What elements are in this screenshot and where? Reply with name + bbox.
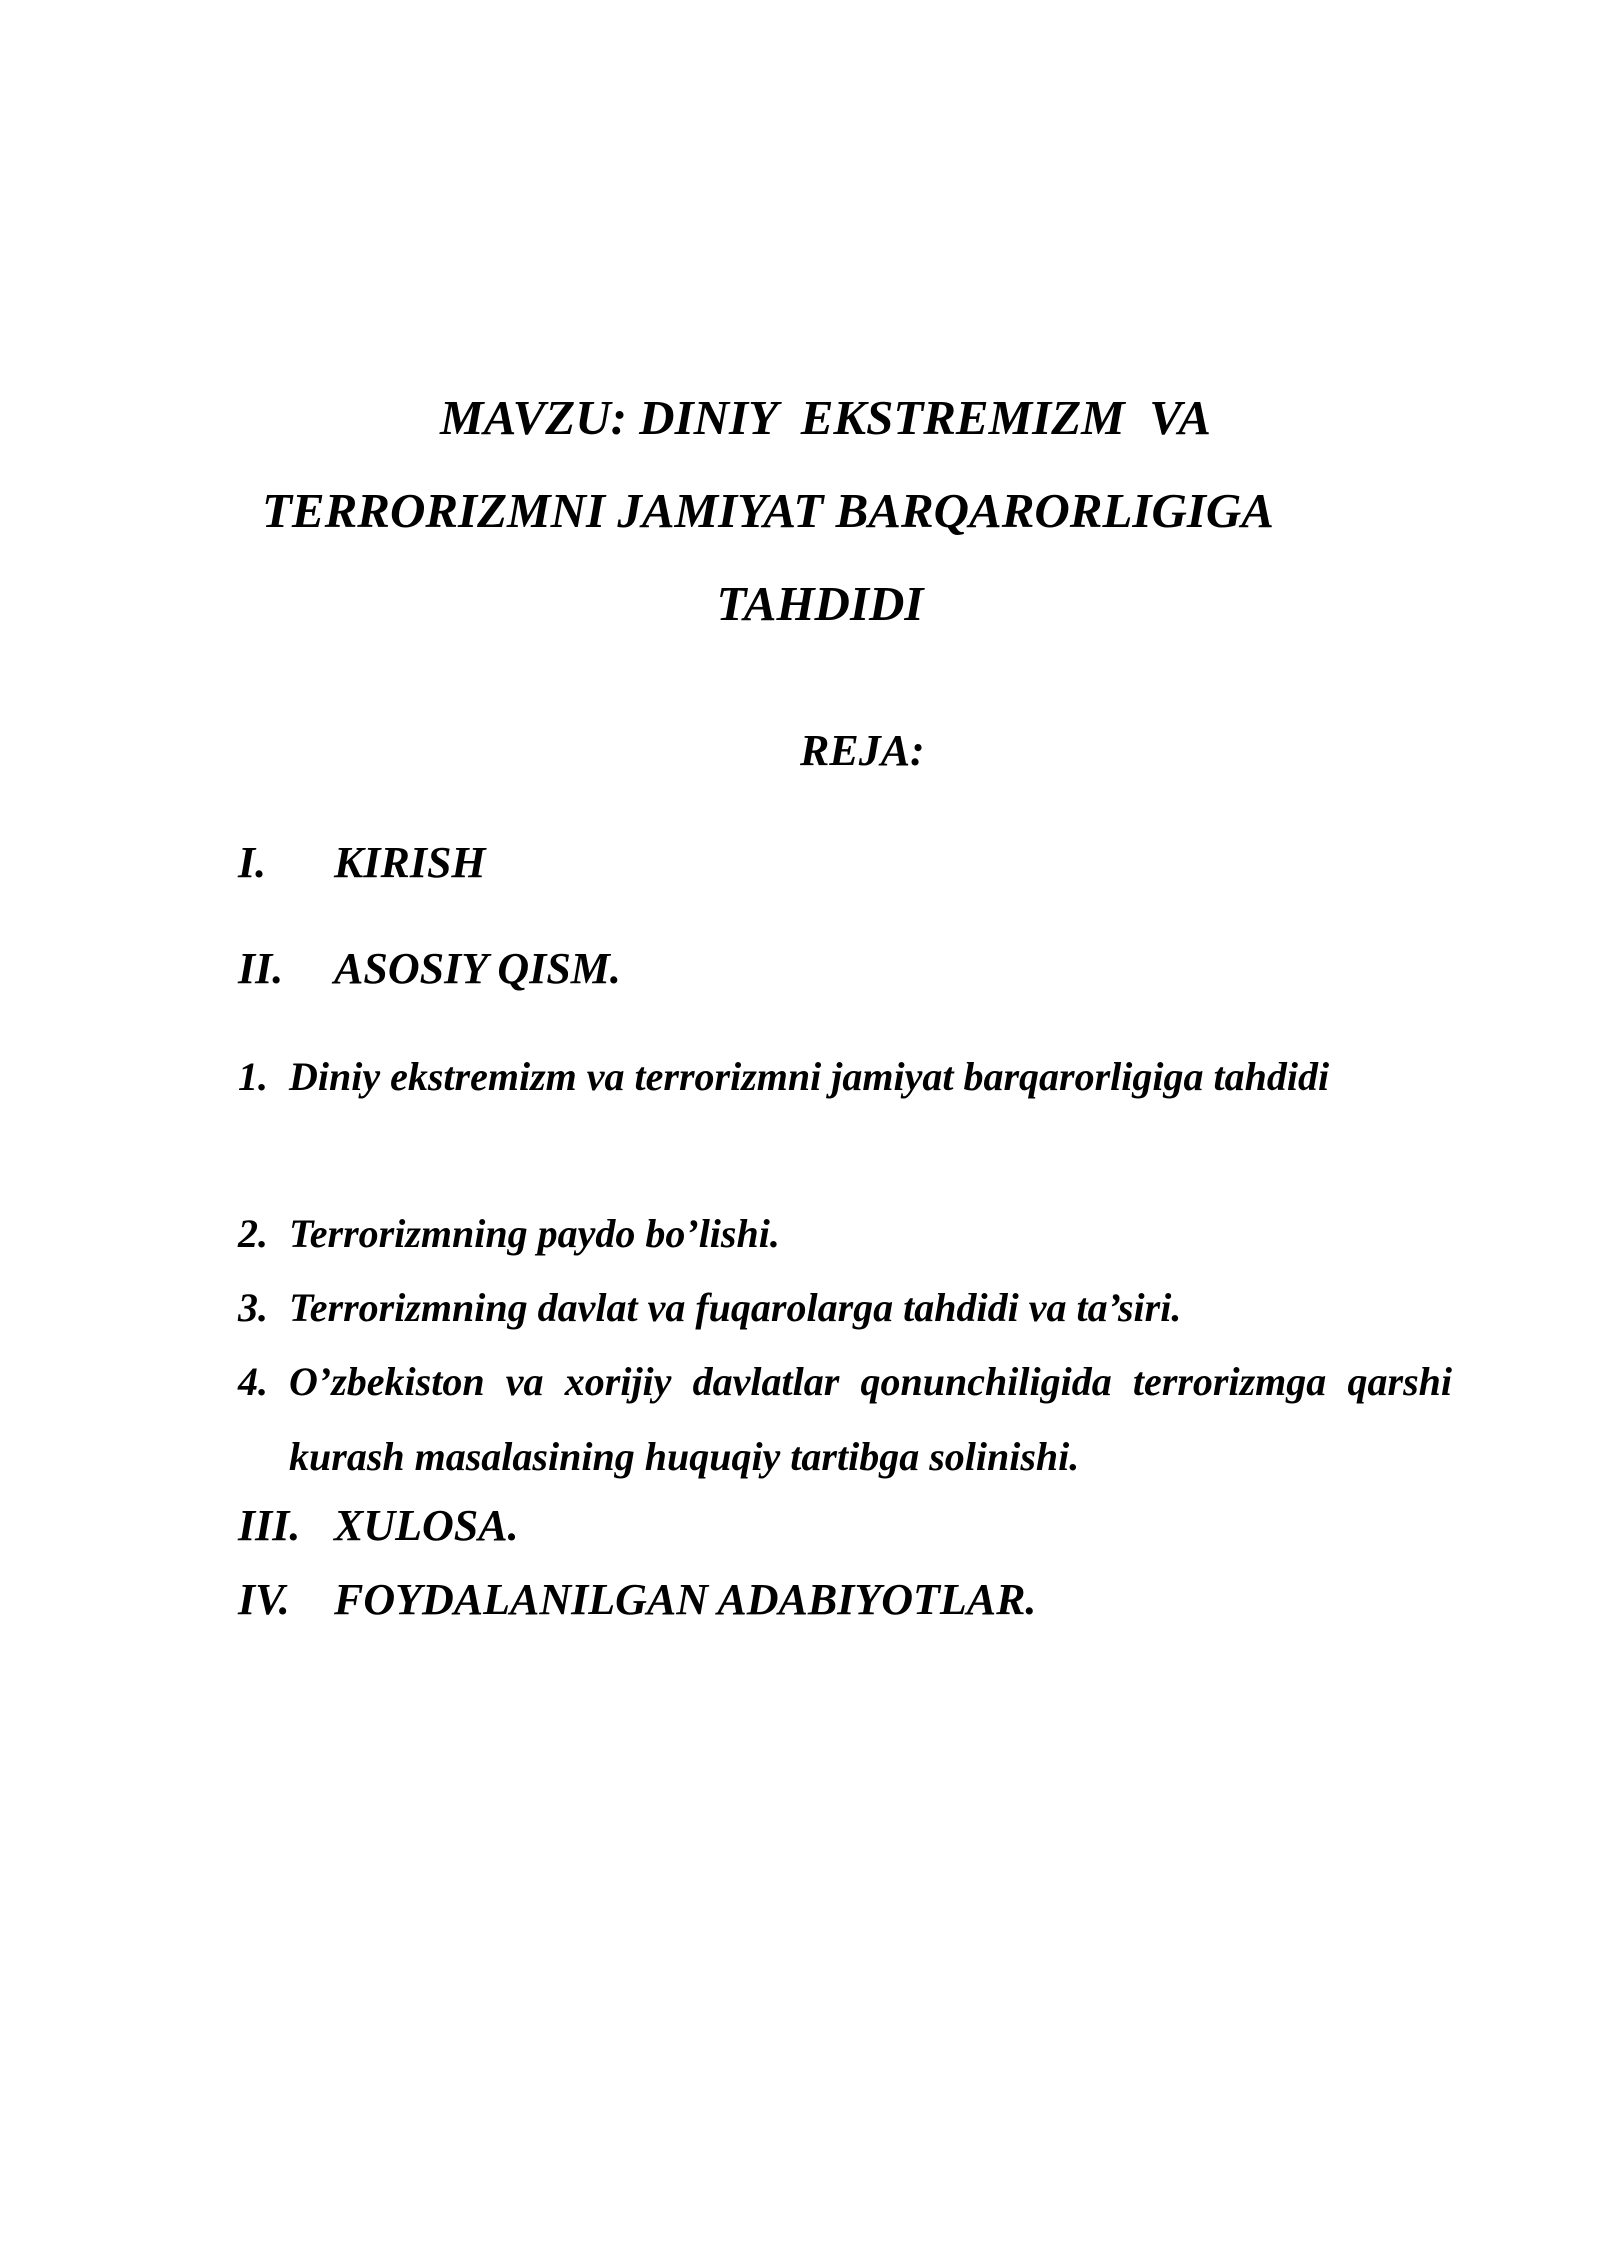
outline-label: ASOSIY QISM. bbox=[334, 944, 621, 993]
subitem-number: 4. bbox=[238, 1359, 268, 1404]
outline-label: FOYDALANILGAN ADABIYOTLAR. bbox=[334, 1575, 1037, 1624]
plan-heading: REJA: bbox=[800, 726, 925, 775]
subitem-text: Terrorizmning paydo bo’lishi. bbox=[289, 1211, 780, 1256]
outline-number: II. bbox=[238, 944, 284, 993]
title-line-2: TERRORIZMNI JAMIYAT BARQARORLIGIGA bbox=[262, 483, 1274, 538]
outline-number: III. bbox=[238, 1501, 301, 1550]
subitem-text: O’zbekiston va xorijiy davlatlar qonunchiligida terrorizmga qarshi kurash masalasining huquqiy tartibga solinishi. bbox=[289, 1359, 1452, 1479]
subitem-number: 1. bbox=[238, 1054, 268, 1099]
outline-number: I. bbox=[238, 838, 267, 887]
subitem-text: Terrorizmning davlat va fuqarolarga tahdidi va ta’siri. bbox=[289, 1285, 1182, 1330]
subitem-number: 3. bbox=[238, 1285, 268, 1330]
title-line-3: TAHDIDI bbox=[716, 576, 924, 631]
outline-item-conclusion bbox=[238, 1496, 519, 1556]
outline-item-introduction bbox=[238, 833, 486, 893]
subitem-4 bbox=[238, 1344, 1452, 1494]
outline-label: XULOSA. bbox=[334, 1501, 519, 1550]
outline-item-main-part bbox=[238, 939, 621, 999]
subitem-text: Diniy ekstremizm va terrorizmni jamiyat barqarorligiga tahdidi bbox=[289, 1054, 1330, 1099]
outline-number: IV. bbox=[238, 1575, 290, 1624]
title-line-1: MAVZU: DINIY EKSTREMIZM VA bbox=[440, 390, 1211, 445]
outline-label: KIRISH bbox=[334, 838, 486, 887]
subitem-3 bbox=[238, 1270, 1452, 1345]
outline-item-references bbox=[238, 1570, 1036, 1630]
subitem-1 bbox=[238, 1039, 1452, 1114]
subitem-2 bbox=[238, 1196, 1452, 1271]
subitem-number: 2. bbox=[238, 1211, 268, 1256]
